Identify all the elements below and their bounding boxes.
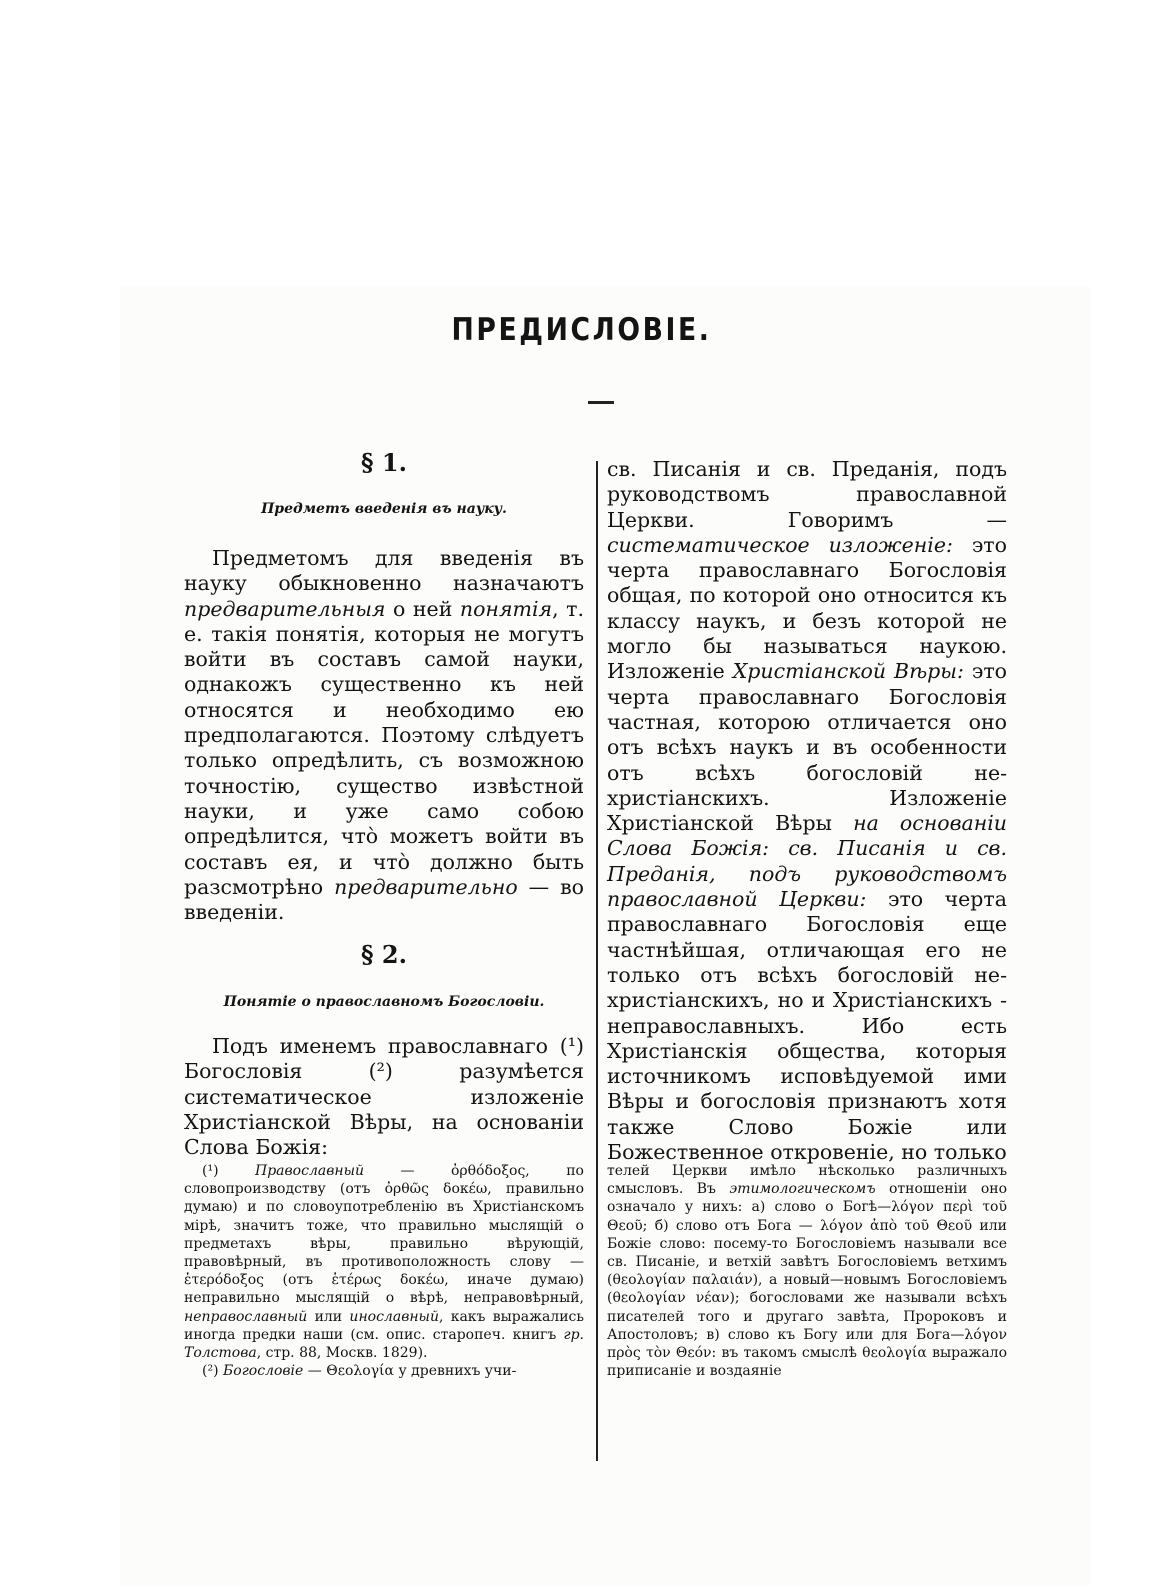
title-divider xyxy=(588,401,614,404)
right-column-paragraph: св. Писанія и св. Преданія, подъ руководствомъ православной Церкви. Говоримъ — систематическое изложеніе: это черта православнаго Богословія общая, по которой оно относится къ классу наукъ, и безъ которой не могло бы называться наукою. Изложеніе Христіанской Вѣры: это черта православнаго Богословія частная, которою отличается оно отъ всѣхъ наукъ и въ особенности отъ всѣхъ богословій не-христіанскихъ. Изложеніе Христіанской Вѣры на основаніи Слова Божія: св. Писанія и св. Преданія, подъ руководствомъ православной Церкви: это черта православнаго Богословія еще частнѣйшая, отличающая его не только отъ всѣхъ богословій не-христіанскихъ, но и Христіанскихъ - неправославныхъ. Ибо есть Христіанскія общества, которыя источникомъ исповѣдуемой ими Вѣры и богословія признаютъ хотя также Слово Божіе или Божественное откровеніе, но только xyxy=(607,457,1007,1165)
column-divider xyxy=(596,461,598,1461)
section-2-subtitle: Понятіе о православномъ Богословіи. xyxy=(223,994,545,1010)
section-2-number: § 2. xyxy=(361,940,407,969)
section-1-subtitle: Предметъ введенія въ науку. xyxy=(261,501,507,517)
footnote-2: (²) Богословіе — Θεολογία у древнихъ учи- xyxy=(202,1363,517,1380)
page-title: ПРЕДИСЛОВІЕ. xyxy=(451,312,712,348)
section-2-paragraph: Подъ именемъ православнаго (¹) Богословія (²) разумѣется систематическое изложеніе Христіанской Вѣры, на основаніи Слова Божія: xyxy=(184,1034,584,1160)
section-1-number: § 1. xyxy=(361,448,407,477)
footnote-1: (¹) Православный — ὀρθόδοξος, по словопроизводству (отъ ὀρθῶς δοκέω, правильно думаю) и по словоупотребленію въ Христіанскомъ мірѣ, значитъ тоже, что правильно мыслящій о предметахъ вѣры, правильно вѣрующій, правовѣрный, въ противоположность слову — ἑτερόδοξος (отъ ἑτέρως δοκέω, иначе думаю) неправильно мыслящій о вѣрѣ, неправовѣрный, неправославный или инославный, какъ выражались иногда предки наши (см. опис. старопеч. книгъ гр. Толстова, стр. 88, Москв. 1829). (²) Богословіе — Θεολογία у древнихъ учи- xyxy=(184,1163,584,1380)
section-1-paragraph: Предметомъ для введенія въ науку обыкновенно назначаютъ предварительныя о ней понятія, т. е. такія понятія, которыя не могутъ войти въ составъ самой науки, однакожъ существенно къ ней относятся и необходимо ею предполагаются. Поэтому слѣдуетъ только опредѣлить, съ возможною точностію, существо извѣстной науки, и уже само собою опредѣлится, что̀ можетъ войти въ составъ ея, и что̀ должно быть разсмотрѣно предварительно — во введеніи. xyxy=(184,546,584,925)
footnote-2-continued: телей Церкви имѣло нѣсколько различныхъ смысловъ. Въ этимологическомъ отношеніи оно означало у нихъ: а) слово о Богѣ—λόγον περὶ τοῦ Θεοῦ; б) слово отъ Бога — λόγον ἀπὸ τοῦ Θεοῦ или Божіе слово: посему-то Богословіемъ называли все св. Писаніе, и ветхій завѣтъ Богословіемъ ветхимъ (θεολογίαν παλαιάν), а новый—новымъ Богословіемъ (θεολογίαν νέαν); богословами же называли всѣхъ писателей того и другаго завѣта, Пророковъ и Апостоловъ; в) слово къ Богу или для Бога—λόγον πρὸς τὸν Θεόν: въ такомъ смыслѣ θεολογία выражало приписаніе и воздаяніе xyxy=(607,1163,1008,1380)
